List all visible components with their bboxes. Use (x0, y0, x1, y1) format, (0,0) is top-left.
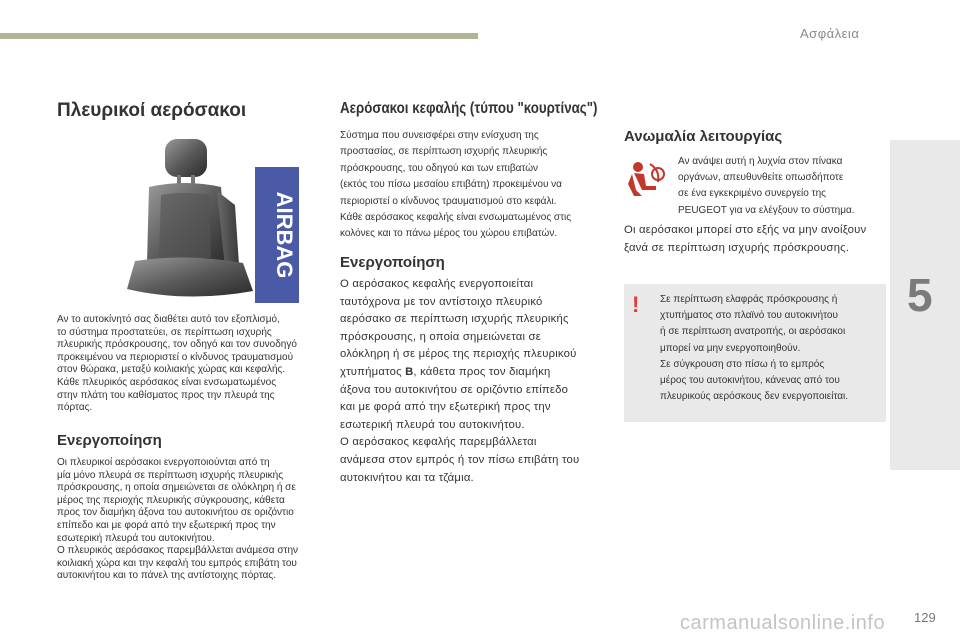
curtain-airbags-title: Αερόσακοι κεφαλής (τύπου "κουρτίνας") (340, 100, 598, 117)
airbag-warning-lamp-icon (624, 160, 668, 200)
curtain-airbags-intro: Σύστημα που συνεισφέρει στην ενίσχυση της προστασίας, σε περίπτωση ισχυρής πλευρικής πρόσκρουσης, του οδηγού και των επιβατών (εκτός του πίσω μεσαίου επιβάτη) προκειμένου να περιοριστεί ο κίνδυνος τραυματισμού στο κεφάλι. Κάθε αερόσακος κεφαλής είναι ενσωματωμένος στις κολόνες και το πάνω μέρος του χώρου επιβατών. (340, 130, 572, 240)
airbag-label: AIRBAG (272, 191, 297, 279)
side-airbags-intro: Αν το αυτοκίνητό σας διαθέτει αυτό τον εξοπλισμό, το σύστημα προστατεύει, σε περίπτωση ισχυρής πλευρικής πρόσκρουσης, τον οδηγό και τον συνοδηγό προκειμένου να περιοριστεί ο κίνδυνος τραυματισμού στον θώρακα, μεταξύ κοιλιακής χώρας και κεφαλής. Κάθε πλευρικός αερόσακος είναι ενσωματωμένος στην πλάτη του καθίσματος προς την πλευρά της πόρτας. (57, 314, 297, 414)
seat-icon (57, 135, 309, 307)
malfunction-warning-text: Αν ανάψει αυτή η λυχνία στον πίνακα οργάνων, απευθυνθείτε οπωσδήποτε σε ένα εγκεκριμένο συνεργείο της PEUGEOT για να ελέγξουν το σύστημα. (678, 156, 855, 216)
side-activation-title: Ενεργοποίηση (57, 432, 162, 449)
seat-airbag-illustration (57, 135, 309, 307)
chapter-number: 5 (907, 269, 933, 321)
zone-b-label: B (405, 365, 414, 378)
curtain-activation-text: Ο αερόσακος κεφαλής ενεργοποιείται ταυτόχρονα με τον αντίστοιχο πλευρικό αερόσακο σε περίπτωση ισχυρής πλευρικής πρόσκρουσης, η οποία σημειώνεται σε ολόκληρη ή σε μέρος της περιοχής πλευρικού χτυπήματος B, κάθετα προς τον διαμήκη άξονα του αυτοκινήτου σε οριζόντιο επίπεδο και με φορά από την εξωτερική προς την εσωτερική πλευρά του αυτοκινήτου. Ο αερόσακος κεφαλής παρεμβάλλεται ανάμεσα στον εμπρός ή τον πίσω επιβάτη του αυτοκινήτου και τα τζάμια. (340, 278, 580, 484)
header-bar (0, 33, 478, 39)
section-title: Ασφάλεια (800, 26, 860, 41)
page-number: 129 (914, 610, 936, 625)
middle-column (340, 100, 602, 118)
malfunction-text: Οι αερόσακοι μπορεί στο εξής να μην ανοίξουν ξανά σε περίπτωση ισχυρής πρόσκρουσης. (624, 224, 867, 254)
note-text: Σε περίπτωση ελαφράς πρόσκρουσης ή χτυπήματος στο πλαϊνό του αυτοκινήτου ή σε περίπτωση ανατροπής, οι αερόσακοι μπορεί να μην ενεργοποιηθούν. Σε σύγκρουση στο πίσω ή το εμπρός μέρος του αυτοκινήτου, κάνενας από του πλευρικούς αερόσκους δεν ενεργοποιείται. (660, 294, 849, 403)
right-column (624, 128, 886, 145)
malfunction-title: Ανωμαλία λειτουργίας (624, 128, 783, 145)
side-activation-text: Οι πλευρικοί αερόσακοι ενεργοποιούνται από τη μία μόνο πλευρά σε περίπτωση ισχυρής πλευρικής πρόσκρουσης, η οποία σημειώνεται σε ολόκληρη ή σε μέρος της περιοχής πλευρικής σύγκρουσης, κάθετα προς τον διαμήκη άξονα του αυτοκινήτου σε οριζόντιο επίπεδο και με φορά από την εξωτερική προς την εσωτερική πλευρά του αυτοκινήτου. Ο πλευρικός αερόσακος παρεμβάλλεται ανάμεσα στην κοιλιακή χώρα και την κεφαλή του εμπρός επιβάτη του αυτοκινήτου και το πάνελ της αντίστοιχης πόρτας. (57, 457, 299, 582)
watermark: carmanualsonline.info (680, 612, 886, 634)
warning-exclamation-icon: ! (632, 292, 640, 317)
curtain-activation-title: Ενεργοποίηση (340, 254, 445, 271)
side-airbags-title: Πλευρικοί αερόσακοι (57, 100, 247, 121)
left-column (57, 100, 319, 122)
